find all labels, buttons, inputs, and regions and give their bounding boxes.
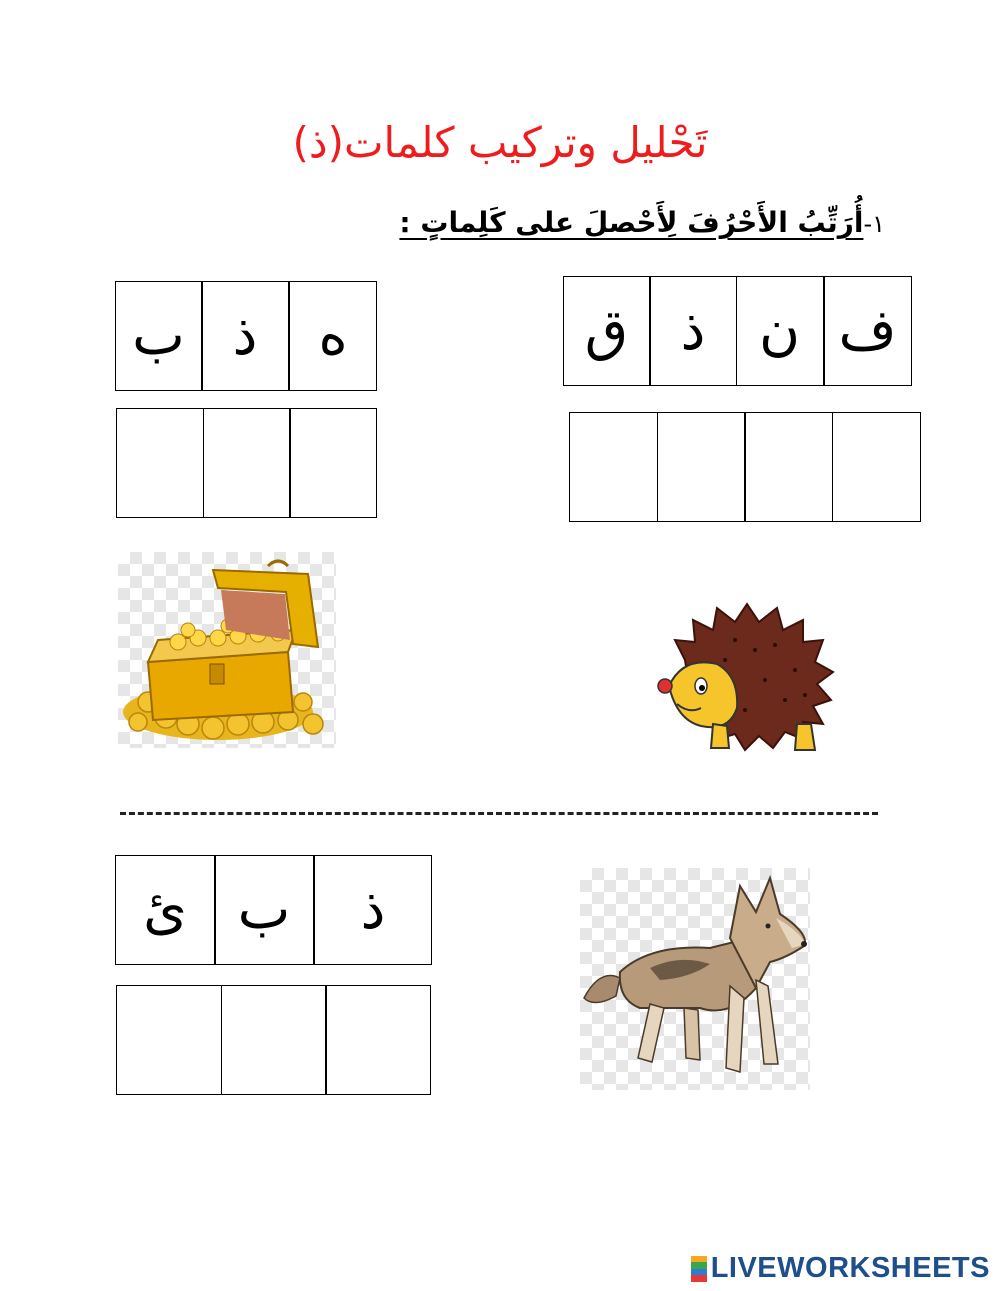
letter-box: ب — [214, 855, 314, 965]
answer-row-1 — [569, 412, 921, 522]
letter-box: ب — [115, 281, 203, 391]
wolf-picture — [580, 868, 810, 1090]
answer-box[interactable] — [744, 412, 833, 522]
wolf-icon — [580, 868, 810, 1090]
letter-box: ق — [563, 276, 651, 386]
hedgehog-picture — [655, 600, 835, 760]
letters-row-3 — [116, 855, 432, 965]
treasure-chest-icon — [118, 552, 336, 748]
liveworksheets-logo-icon — [691, 1256, 707, 1282]
answer-box[interactable] — [832, 412, 921, 522]
answer-box[interactable] — [569, 412, 658, 522]
section-divider — [120, 812, 878, 815]
liveworksheets-brand — [691, 1252, 990, 1285]
hedgehog-icon — [655, 600, 835, 760]
answer-box[interactable] — [657, 412, 746, 522]
answer-row-3 — [116, 985, 431, 1095]
letter-box: ذ — [649, 276, 737, 386]
instruction-number: ١- — [863, 210, 885, 238]
letter-box: ئ — [115, 855, 216, 965]
letter-box: ن — [736, 276, 824, 386]
letter-box: ذ — [314, 855, 432, 965]
treasure-chest-picture — [118, 552, 336, 748]
letters-row-1 — [564, 276, 912, 386]
answer-box[interactable] — [221, 985, 327, 1095]
answer-box[interactable] — [325, 985, 431, 1095]
answer-box[interactable] — [289, 408, 377, 518]
instruction-text: أُرَتِّبُ الأَحْرُفَ لِأَحْصلَ على كَلِماتٍ : — [399, 206, 864, 239]
instruction — [399, 206, 885, 239]
letter-box: ه — [289, 281, 377, 391]
answer-box[interactable] — [116, 408, 204, 518]
answer-box[interactable] — [203, 408, 291, 518]
letter-box: ذ — [201, 281, 289, 391]
answer-row-2 — [116, 408, 377, 518]
letters-row-2 — [116, 281, 377, 391]
letter-box: ف — [824, 276, 912, 386]
answer-box[interactable] — [116, 985, 222, 1095]
page-title: تَحْليل وتركيب كلمات(ذ) — [292, 118, 708, 167]
brand-name: LIVEWORKSHEETS — [710, 1252, 990, 1284]
